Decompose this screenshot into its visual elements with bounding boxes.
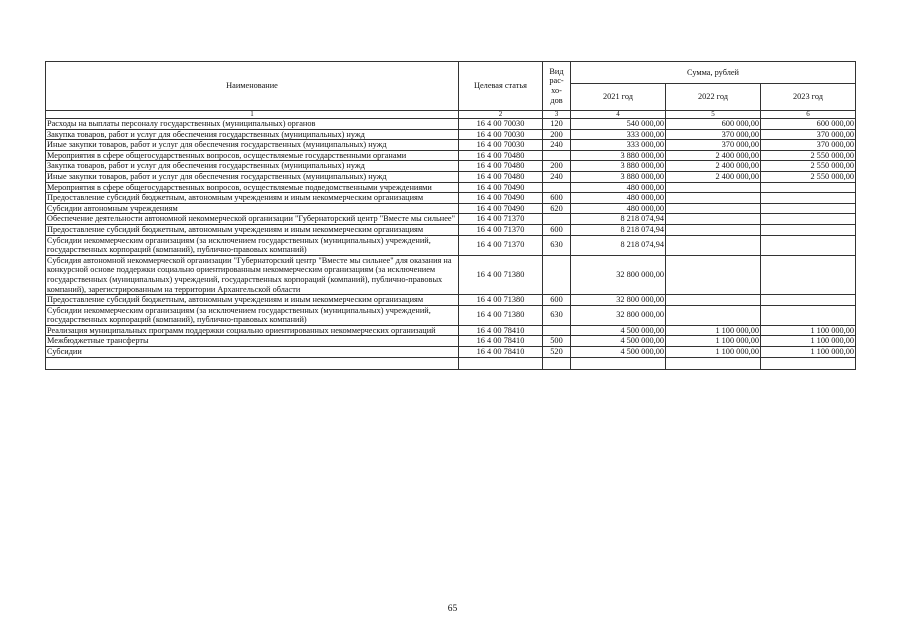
table-row (46, 305, 856, 325)
row-expense-type: 240 (543, 140, 571, 151)
row-name: Иные закупки товаров, работ и услуг для обеспечения государственных (муниципальных) нужд (46, 171, 459, 182)
row-target-code: 16 4 00 78410 (459, 336, 543, 347)
row-sum-2023: 2 550 000,00 (761, 150, 856, 161)
table-row (46, 214, 856, 225)
row-sum-2022 (666, 295, 761, 306)
row-sum-2023: 370 000,00 (761, 129, 856, 140)
table-row (46, 193, 856, 204)
row-expense-type (543, 325, 571, 336)
row-expense-type: 500 (543, 336, 571, 347)
row-name: Межбюджетные трансферты (46, 336, 459, 347)
row-sum-2021: 333 000,00 (571, 140, 666, 151)
colnum-4: 4 (571, 111, 666, 119)
table-body (46, 119, 856, 370)
row-sum-2022: 1 100 000,00 (666, 336, 761, 347)
header-expense-type: Вид рас-хо-дов (543, 62, 571, 111)
row-target-code: 16 4 00 70480 (459, 171, 543, 182)
row-name: Закупка товаров, работ и услуг для обеспечения государственных (муниципальных) нужд (46, 161, 459, 172)
header-name: Наименование (46, 62, 459, 111)
row-name: Иные закупки товаров, работ и услуг для обеспечения государственных (муниципальных) нужд (46, 140, 459, 151)
table-row (46, 255, 856, 294)
table-row (46, 203, 856, 214)
row-name: Закупка товаров, работ и услуг для обеспечения государственных (муниципальных) нужд (46, 129, 459, 140)
row-expense-type: 620 (543, 203, 571, 214)
row-sum-2021 (571, 357, 666, 369)
row-sum-2022: 370 000,00 (666, 140, 761, 151)
table-row (46, 357, 856, 369)
table-row (46, 235, 856, 255)
row-target-code: 16 4 00 70490 (459, 203, 543, 214)
row-sum-2021: 4 500 000,00 (571, 336, 666, 347)
header-year-2023: 2023 год (761, 84, 856, 111)
row-name: Предоставление субсидий бюджетным, автономным учреждениям и иным некоммерческим организациям (46, 193, 459, 204)
budget-table (45, 61, 856, 370)
row-sum-2023 (761, 203, 856, 214)
row-expense-type (543, 357, 571, 369)
row-target-code: 16 4 00 71380 (459, 305, 543, 325)
row-name: Расходы на выплаты персоналу государственных (муниципальных) органов (46, 119, 459, 130)
row-name: Предоставление субсидий бюджетным, автономным учреждениям и иным некоммерческим организациям (46, 295, 459, 306)
row-name: Субсидии некоммерческим организациям (за исключением государственных (муниципальных) учреждений, государственных корпораций (компаний), публично-правовых компаний) (46, 235, 459, 255)
row-expense-type: 120 (543, 119, 571, 130)
row-sum-2021: 3 880 000,00 (571, 161, 666, 172)
row-target-code: 16 4 00 70490 (459, 182, 543, 193)
row-target-code: 16 4 00 70480 (459, 150, 543, 161)
table-row (46, 140, 856, 151)
row-sum-2021: 8 218 074,94 (571, 235, 666, 255)
row-sum-2022 (666, 357, 761, 369)
row-sum-2022: 2 400 000,00 (666, 150, 761, 161)
colnum-6: 6 (761, 111, 856, 119)
colnum-1: 1 (46, 111, 459, 119)
row-sum-2022: 2 400 000,00 (666, 161, 761, 172)
table-row (46, 224, 856, 235)
row-target-code: 16 4 00 70490 (459, 193, 543, 204)
row-sum-2023 (761, 295, 856, 306)
row-name: Субсидии автономным учреждениям (46, 203, 459, 214)
row-name: Субсидии (46, 347, 459, 358)
header-year-2022: 2022 год (666, 84, 761, 111)
row-expense-type (543, 214, 571, 225)
row-target-code: 16 4 00 71380 (459, 295, 543, 306)
row-sum-2022 (666, 235, 761, 255)
row-sum-2022: 600 000,00 (666, 119, 761, 130)
row-expense-type: 630 (543, 305, 571, 325)
row-sum-2022 (666, 182, 761, 193)
table-row (46, 161, 856, 172)
row-expense-type: 600 (543, 224, 571, 235)
table-row (46, 171, 856, 182)
table-row (46, 150, 856, 161)
header-sum: Сумма, рублей (571, 62, 856, 84)
row-name: Мероприятия в сфере общегосударственных вопросов, осуществляемые государственными органами (46, 150, 459, 161)
row-expense-type: 600 (543, 295, 571, 306)
colnum-5: 5 (666, 111, 761, 119)
row-target-code: 16 4 00 78410 (459, 325, 543, 336)
row-expense-type: 630 (543, 235, 571, 255)
row-sum-2021: 3 880 000,00 (571, 150, 666, 161)
row-sum-2023: 1 100 000,00 (761, 347, 856, 358)
row-sum-2021: 4 500 000,00 (571, 347, 666, 358)
row-expense-type: 200 (543, 161, 571, 172)
row-target-code: 16 4 00 71370 (459, 214, 543, 225)
row-target-code: 16 4 00 78410 (459, 347, 543, 358)
row-sum-2021: 480 000,00 (571, 193, 666, 204)
row-target-code: 16 4 00 71370 (459, 224, 543, 235)
row-name: Мероприятия в сфере общегосударственных вопросов, осуществляемые подведомственными учреждениями (46, 182, 459, 193)
row-sum-2023 (761, 255, 856, 294)
row-expense-type (543, 150, 571, 161)
row-sum-2021: 8 218 074,94 (571, 224, 666, 235)
row-sum-2021: 333 000,00 (571, 129, 666, 140)
row-target-code: 16 4 00 70480 (459, 161, 543, 172)
row-expense-type: 240 (543, 171, 571, 182)
row-name: Реализация муниципальных программ поддержки социально ориентированных некоммерческих организаций (46, 325, 459, 336)
table-row (46, 336, 856, 347)
row-sum-2023 (761, 305, 856, 325)
row-expense-type (543, 255, 571, 294)
row-sum-2023 (761, 224, 856, 235)
row-name: Предоставление субсидий бюджетным, автономным учреждениям и иным некоммерческим организациям (46, 224, 459, 235)
row-sum-2021: 32 800 000,00 (571, 255, 666, 294)
row-name (46, 357, 459, 369)
row-sum-2022 (666, 214, 761, 225)
page-number: 65 (447, 604, 458, 614)
row-sum-2023 (761, 182, 856, 193)
row-expense-type: 520 (543, 347, 571, 358)
row-sum-2021: 4 500 000,00 (571, 325, 666, 336)
table-row (46, 182, 856, 193)
row-sum-2022 (666, 255, 761, 294)
row-target-code: 16 4 00 70030 (459, 140, 543, 151)
row-sum-2021: 480 000,00 (571, 182, 666, 193)
row-sum-2023 (761, 214, 856, 225)
table-row (46, 325, 856, 336)
table-row (46, 347, 856, 358)
row-sum-2023: 600 000,00 (761, 119, 856, 130)
row-sum-2022 (666, 224, 761, 235)
row-sum-2023: 1 100 000,00 (761, 336, 856, 347)
row-sum-2022: 370 000,00 (666, 129, 761, 140)
row-expense-type (543, 182, 571, 193)
row-sum-2021: 32 800 000,00 (571, 305, 666, 325)
row-target-code: 16 4 00 70030 (459, 119, 543, 130)
row-sum-2023: 2 550 000,00 (761, 161, 856, 172)
row-sum-2022: 2 400 000,00 (666, 171, 761, 182)
row-name: Субсидии некоммерческим организациям (за исключением государственных (муниципальных) учреждений, государственных корпораций (компаний), публично-правовых компаний) (46, 305, 459, 325)
row-target-code: 16 4 00 71380 (459, 255, 543, 294)
row-sum-2021: 540 000,00 (571, 119, 666, 130)
row-sum-2023: 1 100 000,00 (761, 325, 856, 336)
row-sum-2022 (666, 305, 761, 325)
row-sum-2021: 480 000,00 (571, 203, 666, 214)
row-sum-2023 (761, 357, 856, 369)
row-sum-2022: 1 100 000,00 (666, 347, 761, 358)
table-row (46, 295, 856, 306)
row-expense-type: 600 (543, 193, 571, 204)
row-expense-type: 200 (543, 129, 571, 140)
table-row (46, 129, 856, 140)
row-sum-2023 (761, 193, 856, 204)
row-sum-2021: 3 880 000,00 (571, 171, 666, 182)
table-row (46, 119, 856, 130)
row-sum-2022 (666, 193, 761, 204)
row-sum-2023: 2 550 000,00 (761, 171, 856, 182)
row-target-code: 16 4 00 70030 (459, 129, 543, 140)
row-name: Субсидия автономной некоммерческой организации "Губернаторский центр "Вместе мы сильнее" для оказания на конкурсной основе поддержки социально ориентированным некоммерческим организациям (за исключением государственных (муниципальных) учреждений, государственных корпораций (компаний), публично-правовых компаний), зарегистрированным на территории Архангельской области (46, 255, 459, 294)
colnum-2: 2 (459, 111, 543, 119)
row-sum-2022: 1 100 000,00 (666, 325, 761, 336)
row-sum-2023 (761, 235, 856, 255)
row-sum-2023: 370 000,00 (761, 140, 856, 151)
row-sum-2022 (666, 203, 761, 214)
colnum-3: 3 (543, 111, 571, 119)
header-target-code: Целевая статья (459, 62, 543, 111)
header-year-2021: 2021 год (571, 84, 666, 111)
row-target-code: 16 4 00 71370 (459, 235, 543, 255)
row-sum-2021: 8 218 074,94 (571, 214, 666, 225)
row-target-code (459, 357, 543, 369)
row-sum-2021: 32 800 000,00 (571, 295, 666, 306)
row-name: Обеспечение деятельности автономной некоммерческой организации "Губернаторский центр "Вместе мы сильнее" (46, 214, 459, 225)
